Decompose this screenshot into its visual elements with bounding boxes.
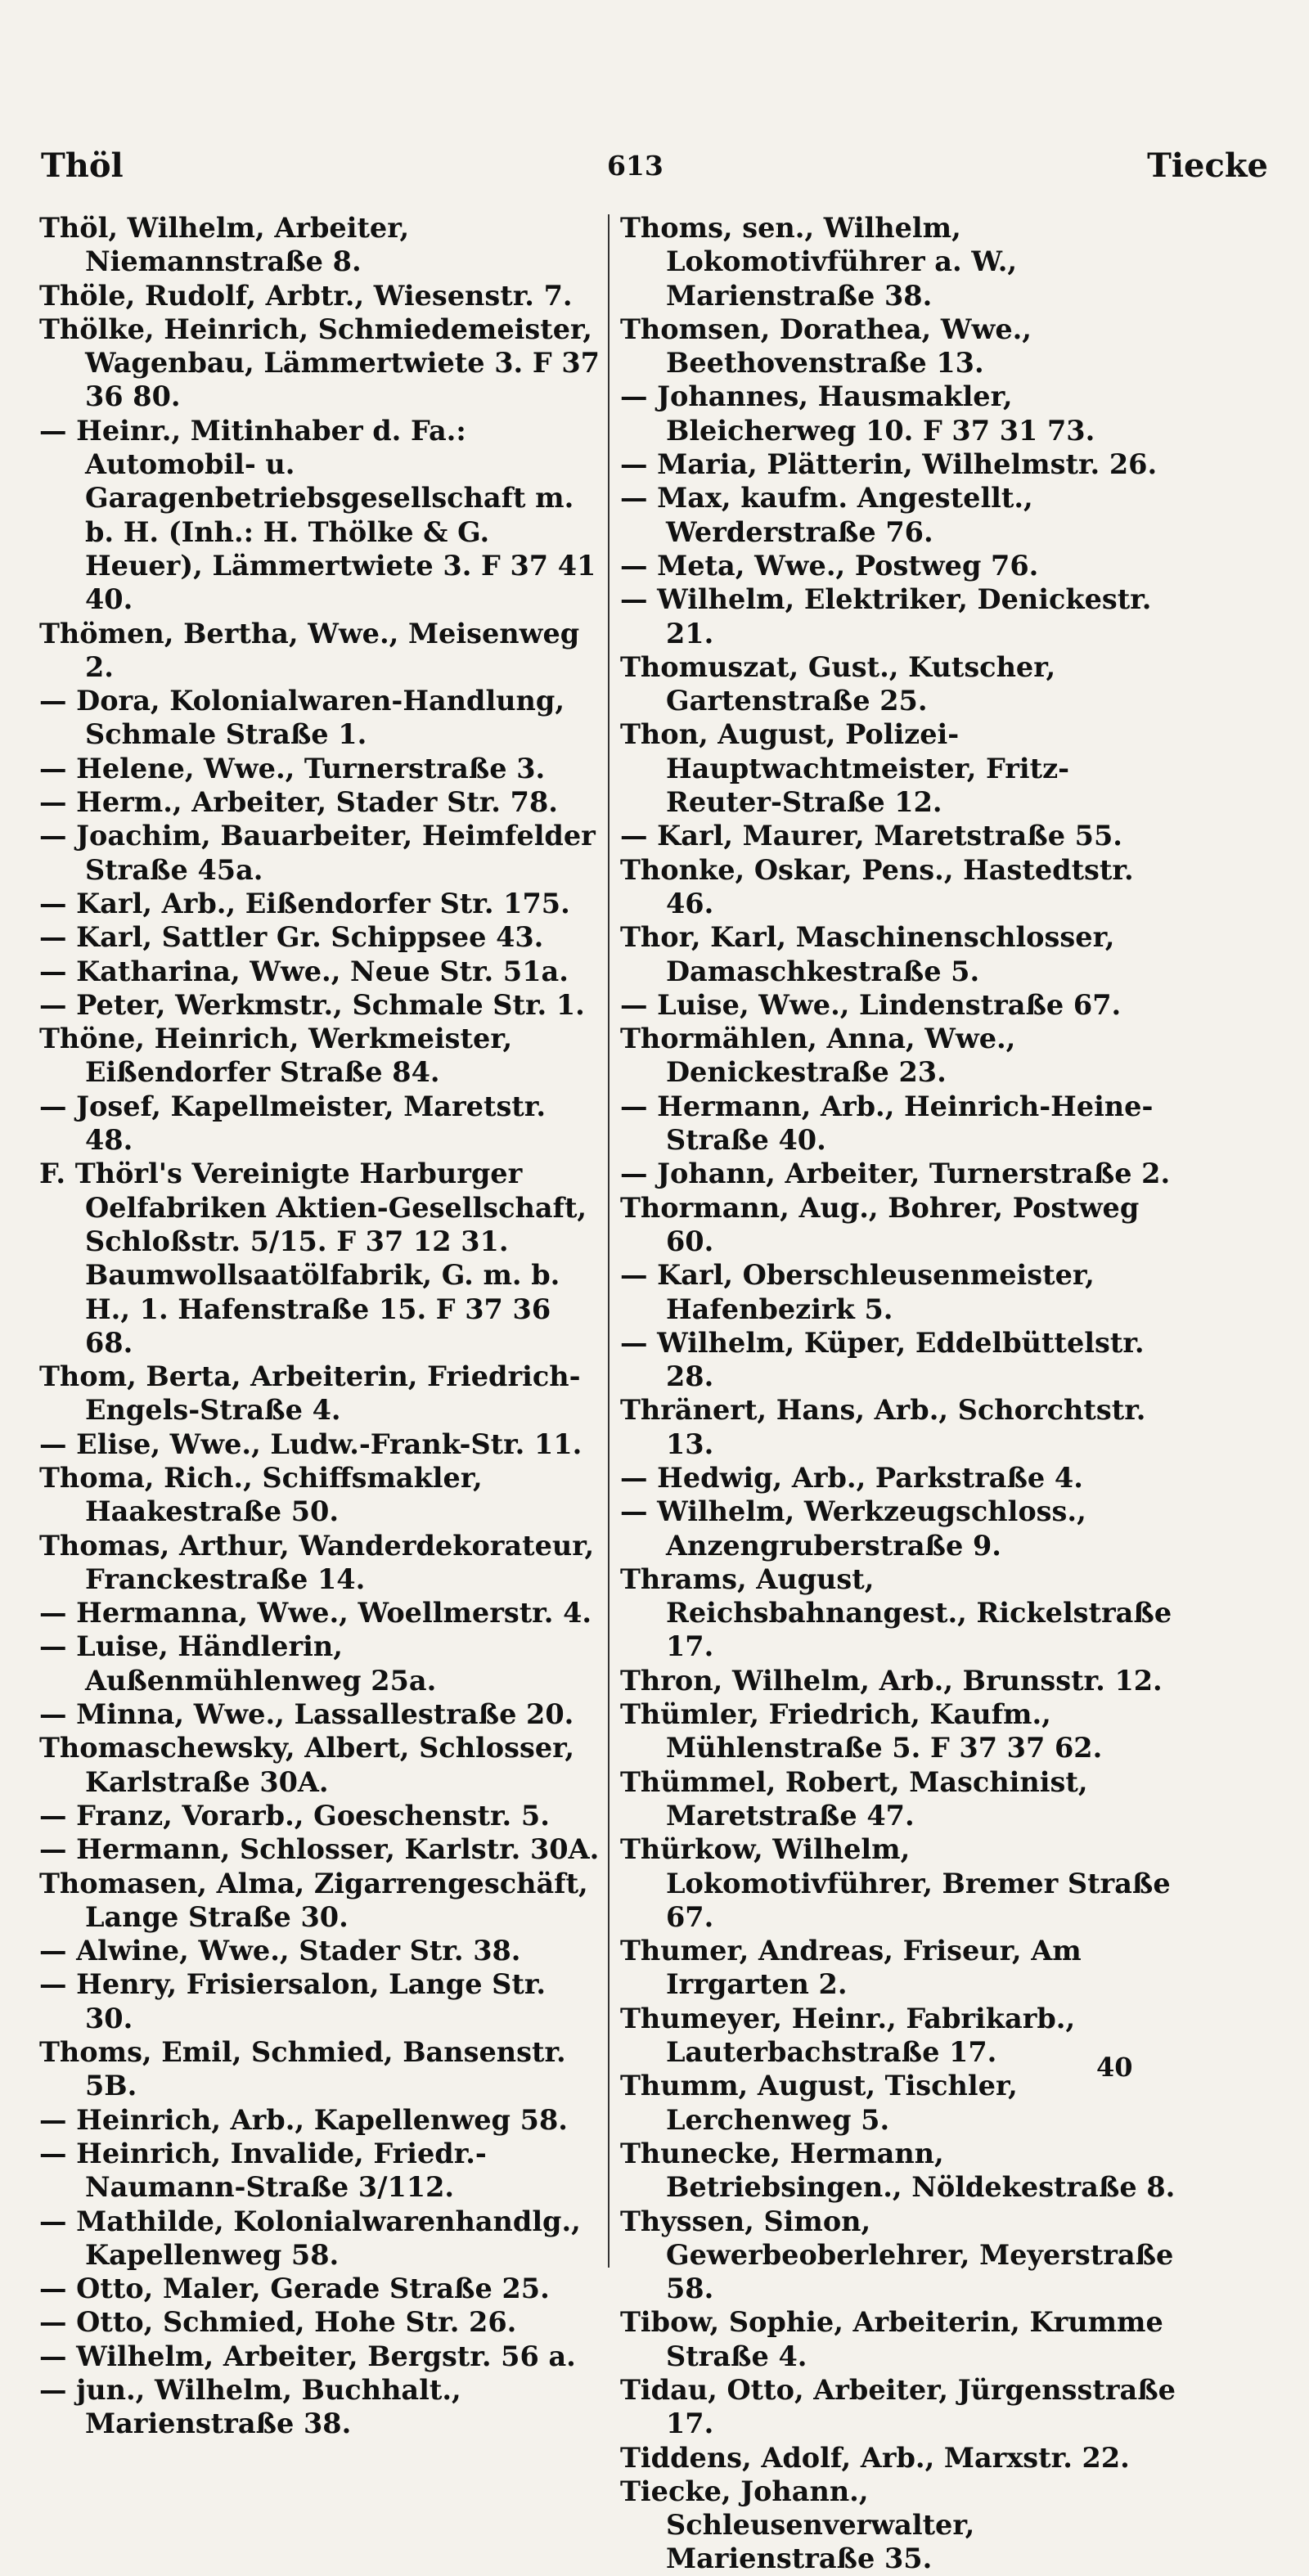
directory-entry: Thöne, Heinrich, Werkmeister, Eißendorfer Straße 84. <box>39 1023 513 1089</box>
directory-entry: Thomsen, Dorathea, Wwe., Beethovenstraße 13. <box>620 312 1032 380</box>
directory-entry: Thon, August, Polizei-Hauptwachtmeister, Fritz-Reuter-Straße 12. <box>620 718 1070 819</box>
directory-entry: Thümler, Friedrich, Kaufm., Mühlenstraße 5. F 37 37 62. <box>620 1698 1103 1765</box>
directory-entry: Thoms, Emil, Schmied, Bansenstr. 5B. <box>39 2036 566 2102</box>
directory-entry: Thormann, Aug., Bohrer, Postweg 60. <box>620 1191 1140 1257</box>
header-right-keyword: Tiecke <box>1147 146 1268 185</box>
directory-entry: — Henry, Frisiersalon, Lange Str. 30. <box>39 1968 547 2034</box>
column-divider <box>608 214 610 2268</box>
directory-entry: — Katharina, Wwe., Neue Str. 51a. <box>39 955 569 987</box>
directory-entry: — Hermanna, Wwe., Woellmerstr. 4. <box>39 1597 592 1630</box>
directory-entry: — Max, kaufm. Angestellt., Werderstraße 76. <box>620 482 1033 548</box>
left-column <box>39 211 600 2441</box>
directory-entry: Thomuszat, Gust., Kutscher, Gartenstraße 25. <box>620 650 1056 717</box>
directory-entry: Thumm, August, Tischler, Lerchenweg 5. <box>620 2070 1018 2136</box>
directory-entry: — Heinr., Mitinhaber d. Fa.: Automobil- u. Garagenbetriebsgesellschaft m. b. H. (Inh.: H. Thölke & G. Heuer), Lämmertwiete 3. F 37 41 40. <box>39 414 596 616</box>
directory-entry: — Dora, Kolonialwaren-Handlung, Schmale Straße 1. <box>39 685 565 751</box>
directory-entry: — Heinrich, Arb., Kapellenweg 58. <box>39 2103 568 2136</box>
directory-entry: — Hedwig, Arb., Parkstraße 4. <box>620 1461 1083 1494</box>
directory-entry: Thor, Karl, Maschinenschlosser, Damaschkestraße 5. <box>620 921 1115 987</box>
directory-entry: Tiecke, Johann., Schleusenverwalter, Marienstraße 35. <box>620 2475 975 2575</box>
directory-entry: — Karl, Sattler Gr. Schippsee 43. <box>39 921 544 954</box>
directory-entry: Thölke, Heinrich, Schmiedemeister, Wagenbau, Lämmertwiete 3. F 37 36 80. <box>39 312 600 413</box>
directory-entry: Tibow, Sophie, Arbeiterin, Krumme Straße 4. <box>620 2306 1163 2372</box>
directory-entry: Thränert, Hans, Arb., Schorchtstr. 13. <box>620 1394 1146 1460</box>
directory-entry: — Helene, Wwe., Turnerstraße 3. <box>39 752 546 784</box>
page-number: 613 <box>606 149 663 182</box>
page-header <box>41 141 1268 190</box>
directory-entry: Thoms, sen., Wilhelm, Lokomotivführer a. W., Marienstraße 38. <box>620 212 1018 312</box>
right-column <box>620 211 1181 2576</box>
directory-entry: Thömen, Bertha, Wwe., Meisenweg 2. <box>39 617 580 683</box>
header-left-keyword: Thöl <box>41 146 124 185</box>
directory-entry: Thoma, Rich., Schiffsmakler, Haakestraße 50. <box>39 1461 483 1528</box>
directory-entry: Thyssen, Simon, Gewerbeoberlehrer, Meyerstraße 58. <box>620 2205 1174 2305</box>
directory-entry: Thümmel, Robert, Maschinist, Maretstraße 47. <box>620 1765 1088 1832</box>
directory-entry: — jun., Wilhelm, Buchhalt., Marienstraße 38. <box>39 2374 461 2440</box>
directory-entry: Thomas, Arthur, Wanderdekorateur, Franckestraße 14. <box>39 1529 595 1595</box>
directory-entry: — Meta, Wwe., Postweg 76. <box>620 549 1039 582</box>
directory-entry: — Luise, Wwe., Lindenstraße 67. <box>620 988 1122 1021</box>
directory-entry: Thumer, Andreas, Friseur, Am Irrgarten 2. <box>620 1935 1082 2001</box>
directory-entry: — Hermann, Arb., Heinrich-Heine-Straße 40. <box>620 1090 1154 1157</box>
directory-entry: — Hermann, Schlosser, Karlstr. 30A. <box>39 1833 600 1866</box>
directory-entry: — Otto, Schmied, Hohe Str. 26. <box>39 2306 517 2339</box>
directory-entry: — Wilhelm, Elektriker, Denickestr. 21. <box>620 583 1152 650</box>
directory-entry: — Maria, Plätterin, Wilhelmstr. 26. <box>620 448 1158 481</box>
directory-entry: Thormählen, Anna, Wwe., Denickestraße 23. <box>620 1023 1016 1089</box>
directory-entry: — Herm., Arbeiter, Stader Str. 78. <box>39 786 558 819</box>
directory-entry: Thron, Wilhelm, Arb., Brunsstr. 12. <box>620 1664 1163 1697</box>
directory-entry: — Peter, Werkmstr., Schmale Str. 1. <box>39 988 585 1021</box>
directory-entry: — Karl, Oberschleusenmeister, Hafenbezirk 5. <box>620 1259 1095 1325</box>
directory-entry: — Luise, Händlerin, Außenmühlenweg 25a. <box>39 1630 437 1697</box>
directory-entry: Thumeyer, Heinr., Fabrikarb., Lauterbachstraße 17. <box>620 2002 1076 2069</box>
directory-entry: Thunecke, Hermann, Betriebsingen., Nöldekestraße 8. <box>620 2137 1176 2204</box>
signature-mark: 40 <box>1096 2052 1133 2083</box>
directory-entry: — Heinrich, Invalide, Friedr.-Naumann-Straße 3/112. <box>39 2137 487 2204</box>
directory-entry: — Johann, Arbeiter, Turnerstraße 2. <box>620 1158 1171 1190</box>
directory-entry: — Mathilde, Kolonialwarenhandlg., Kapellenweg 58. <box>39 2205 581 2271</box>
directory-entry: Tidau, Otto, Arbeiter, Jürgensstraße 17. <box>620 2374 1176 2440</box>
directory-entry: Thöle, Rudolf, Arbtr., Wiesenstr. 7. <box>39 279 573 312</box>
directory-entry: — Josef, Kapellmeister, Maretstr. 48. <box>39 1090 547 1157</box>
directory-entry: — Minna, Wwe., Lassallestraße 20. <box>39 1698 574 1731</box>
directory-entry: Thrams, August, Reichsbahnangest., Rickelstraße 17. <box>620 1562 1172 1663</box>
directory-entry: — Wilhelm, Arbeiter, Bergstr. 56 a. <box>39 2340 576 2372</box>
directory-entry: — Karl, Maurer, Maretstraße 55. <box>620 820 1122 852</box>
directory-entry: Thom, Berta, Arbeiterin, Friedrich-Engels-Straße 4. <box>39 1360 581 1427</box>
directory-entry: — Karl, Arb., Eißendorfer Str. 175. <box>39 887 570 919</box>
directory-entry: — Alwine, Wwe., Stader Str. 38. <box>39 1935 521 1967</box>
directory-entry: Thürkow, Wilhelm, Lokomotivführer, Bremer Straße 67. <box>620 1833 1171 1933</box>
directory-entry: — Johannes, Hausmakler, Bleicherweg 10. F 37 31 73. <box>620 380 1095 447</box>
directory-entry: — Wilhelm, Werkzeugschloss., Anzengruberstraße 9. <box>620 1495 1086 1562</box>
directory-entry: Thonke, Oskar, Pens., Hastedtstr. 46. <box>620 853 1134 919</box>
directory-entry: — Wilhelm, Küper, Eddelbüttelstr. 28. <box>620 1326 1145 1393</box>
directory-entry: — Elise, Wwe., Ludw.-Frank-Str. 11. <box>39 1427 583 1460</box>
directory-entry: — Franz, Vorarb., Goeschenstr. 5. <box>39 1799 550 1832</box>
directory-entry: Thomaschewsky, Albert, Schlosser, Karlstraße 30A. <box>39 1732 575 1798</box>
directory-entry: F. Thörl's Vereinigte Harburger Oelfabriken Aktien-Gesellschaft, Schloßstr. 5/15. F 37 12 31. Baumwollsaatölfabrik, G. m. b. H., 1. Hafenstraße 15. F 37 36 68. <box>39 1158 587 1359</box>
directory-entry: — Otto, Maler, Gerade Straße 25. <box>39 2273 550 2305</box>
directory-entry: Thöl, Wilhelm, Arbeiter, Niemannstraße 8. <box>39 212 410 278</box>
directory-entry: Thomasen, Alma, Zigarrengeschäft, Lange Straße 30. <box>39 1867 588 1933</box>
directory-entry: — Joachim, Bauarbeiter, Heimfelder Straße 45a. <box>39 820 596 886</box>
directory-entry: Tiddens, Adolf, Arb., Marxstr. 22. <box>620 2441 1130 2474</box>
